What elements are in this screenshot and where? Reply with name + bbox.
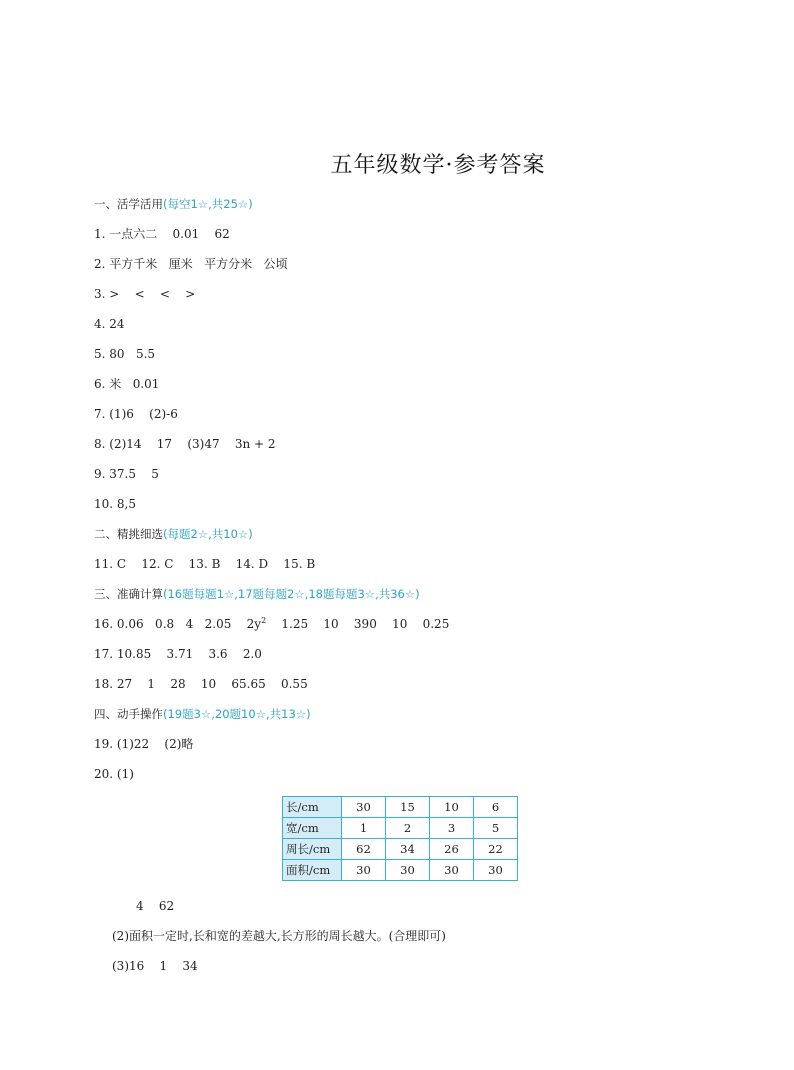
section-2-title: 二、精挑细选: [94, 527, 163, 541]
answer-3: 3. > < < >: [94, 287, 196, 301]
section-1-title: 一、活学活用: [94, 197, 163, 211]
answer-20-values: 4 62: [136, 899, 175, 913]
table-cell: 10: [430, 797, 474, 818]
section-2-note: (每题2☆,共10☆): [163, 527, 253, 541]
answer-20-part-2: (2)面积一定时,长和宽的差越大,长方形的周长越大。(合理即可): [112, 929, 446, 943]
table-cell: 15: [386, 797, 430, 818]
table-row-label: 宽/cm: [283, 818, 342, 839]
answer-16-exponent: 2: [261, 616, 267, 625]
section-3-title: 三、准确计算: [94, 587, 163, 601]
table-row-label: 长/cm: [283, 797, 342, 818]
table-cell: 1: [342, 818, 386, 839]
section-3-note: (16题每题1☆,17题每题2☆,18题每题3☆,共36☆): [163, 587, 420, 601]
answer-16-start: 16. 0.06 0.8 4 2.05 2y: [94, 617, 262, 631]
section-2-heading: [94, 526, 253, 542]
table-row: [283, 818, 518, 839]
section-4-note: (19题3☆,20题10☆,共13☆): [163, 707, 311, 721]
table-cell: 6: [474, 797, 518, 818]
answer-7: 7. (1)6 (2)-6: [94, 407, 178, 421]
answer-20-part-3: (3)16 1 34: [112, 959, 198, 973]
table-cell: 26: [430, 839, 474, 860]
table-cell: 34: [386, 839, 430, 860]
table-cell: 5: [474, 818, 518, 839]
answer-4: 4. 24: [94, 317, 125, 331]
answer-18: 18. 27 1 28 10 65.65 0.55: [94, 677, 308, 691]
table-cell: 2: [386, 818, 430, 839]
table-row: [283, 860, 518, 881]
table-row-label: 周长/cm: [283, 839, 342, 860]
table-cell: 30: [342, 860, 386, 881]
section-1-heading: [94, 196, 253, 212]
answer-17: 17. 10.85 3.71 3.6 2.0: [94, 647, 262, 661]
answer-19: 19. (1)22 (2)略: [94, 737, 194, 751]
table-row: [283, 839, 518, 860]
table-cell: 30: [474, 860, 518, 881]
answer-11-15: 11. C 12. C 13. B 14. D 15. B: [94, 557, 316, 571]
section-1-note: (每空1☆,共25☆): [163, 197, 253, 211]
section-4-heading: [94, 706, 311, 722]
table-cell: 22: [474, 839, 518, 860]
table-cell: 30: [386, 860, 430, 881]
answer-6: 6. 米 0.01: [94, 377, 160, 391]
section-3-heading: [94, 586, 420, 602]
table-cell: 30: [430, 860, 474, 881]
answer-2: 2. 平方千米 厘米 平方分米 公顷: [94, 257, 288, 271]
answer-16-end: 1.25 10 390 10 0.25: [266, 617, 450, 631]
table-cell: 3: [430, 818, 474, 839]
answer-5: 5. 80 5.5: [94, 347, 156, 361]
section-4-title: 四、动手操作: [94, 707, 163, 721]
table-row-label: 面积/cm: [283, 860, 342, 881]
answer-1: 1. 一点六二 0.01 62: [94, 227, 230, 241]
answer-20-table: [282, 796, 518, 881]
page-title: 五年级数学·参考答案: [330, 153, 546, 178]
table-cell: 62: [342, 839, 386, 860]
answer-20-label: 20. (1): [94, 767, 134, 781]
table-cell: 30: [342, 797, 386, 818]
answer-10: 10. 8,5: [94, 497, 136, 511]
answer-8: 8. (2)14 17 (3)47 3n + 2: [94, 437, 276, 451]
answer-9: 9. 37.5 5: [94, 467, 159, 481]
answer-16: [94, 616, 449, 632]
table-row: [283, 797, 518, 818]
